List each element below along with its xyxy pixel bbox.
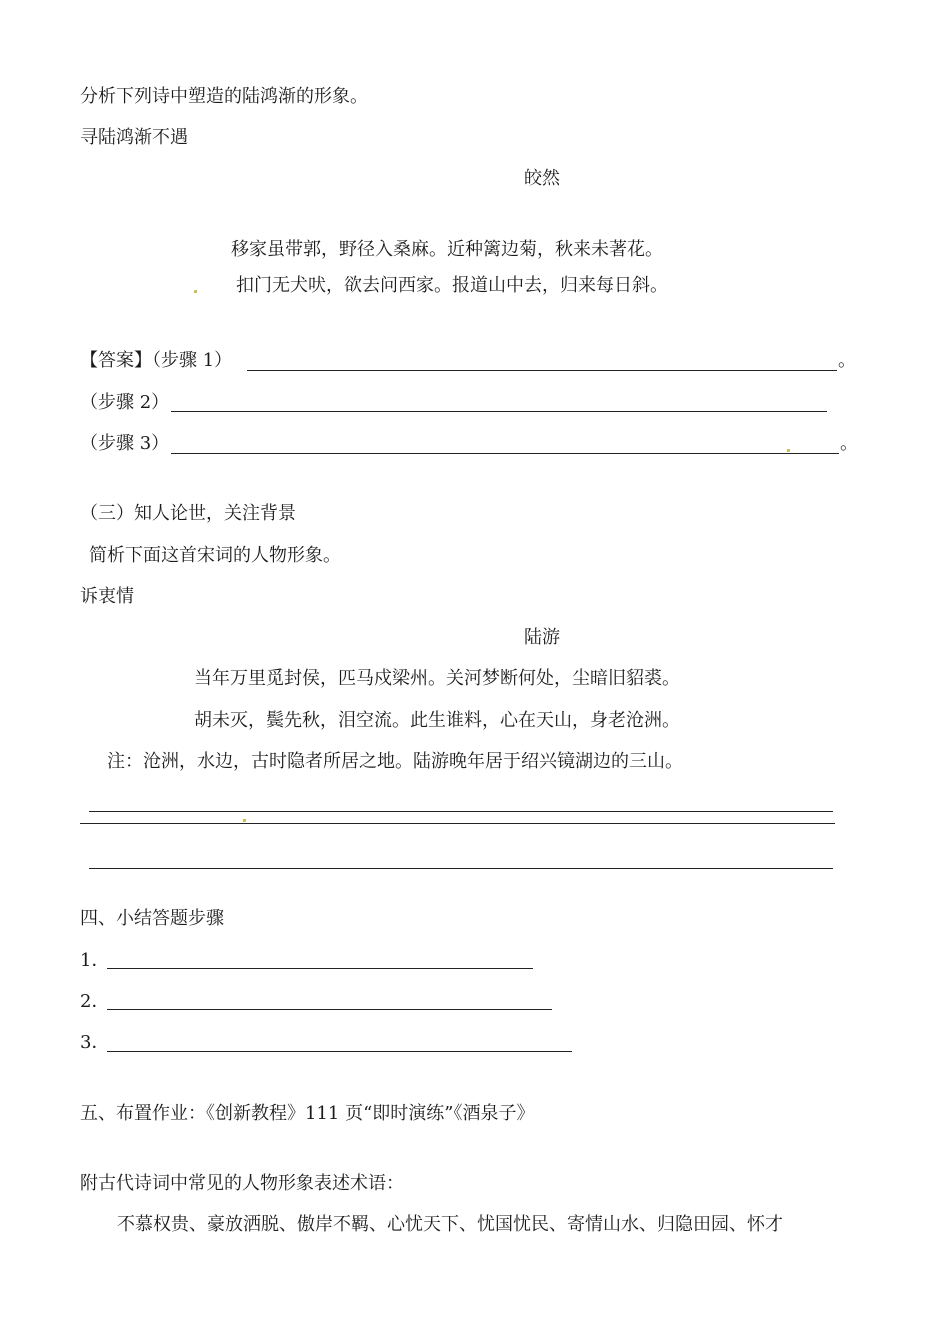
- poem-line-1: 移家虽带郭，野径入桑麻。近种篱边菊，秋来未著花。: [231, 239, 663, 260]
- answer-end-period: 。: [838, 350, 856, 371]
- poem-note: 注：沧洲，水边，古时隐者所居之地。陆游晚年居于绍兴镜湖边的三山。: [107, 751, 683, 772]
- answer-step-1: [80, 350, 232, 372]
- poem-author: 皎然: [524, 168, 560, 189]
- answer-blank-1[interactable]: [247, 370, 837, 371]
- question-prompt: 分析下列诗中塑造的陆鸿渐的形象。: [80, 86, 368, 107]
- summary-item-number: 3．: [80, 1032, 110, 1053]
- appendix-text: 不慕权贵、豪放洒脱、傲岸不羁、心忧天下、忧国忧民、寄情山水、归隐田园、怀才: [117, 1214, 783, 1235]
- answer-blank[interactable]: [80, 823, 835, 824]
- speck-mark: [194, 290, 197, 293]
- section-5-heading: 五、布置作业：《创新教程》111 页“即时演练”《酒泉子》: [80, 1103, 535, 1124]
- answer-end-period: 。: [840, 433, 858, 454]
- step-3-label: （步骤 3）: [80, 433, 170, 454]
- poem-author: 陆游: [524, 627, 560, 648]
- answer-blank[interactable]: [89, 868, 833, 869]
- answer-blank[interactable]: [89, 811, 833, 812]
- summary-item-number: 1．: [80, 950, 110, 971]
- poem-line-1: 当年万里觅封侯，匹马戍梁州。关河梦断何处，尘暗旧貂裘。: [194, 668, 680, 689]
- answer-label: 【答案】: [80, 350, 152, 371]
- speck-mark: [243, 819, 246, 822]
- answer-blank-3[interactable]: [171, 453, 839, 454]
- step-1-label: （步骤 1）: [152, 350, 233, 371]
- section-4-heading: 四、小结答题步骤: [80, 908, 224, 929]
- poem-line-2: 扣门无犬吠，欲去问西家。报道山中去，归来每日斜。: [236, 275, 668, 296]
- poem-title: 诉衷情: [80, 586, 134, 607]
- speck-mark: [787, 449, 790, 452]
- appendix-heading: 附古代诗词中常见的人物形象表述术语：: [80, 1173, 404, 1194]
- poem-line-2: 胡未灭，鬓先秋，泪空流。此生谁料，心在天山，身老沧洲。: [194, 710, 680, 731]
- summary-item-number: 2．: [80, 991, 110, 1012]
- summary-blank-1[interactable]: [107, 968, 533, 969]
- summary-blank-3[interactable]: [107, 1051, 572, 1052]
- section-3-heading: （三）知人论世，关注背景: [80, 503, 296, 524]
- summary-blank-2[interactable]: [107, 1009, 552, 1010]
- poem-title: 寻陆鸿渐不遇: [80, 127, 188, 148]
- step-2-label: （步骤 2）: [80, 392, 170, 413]
- answer-blank-2[interactable]: [171, 411, 827, 412]
- section-3-prompt: 简析下面这首宋词的人物形象。: [89, 545, 341, 566]
